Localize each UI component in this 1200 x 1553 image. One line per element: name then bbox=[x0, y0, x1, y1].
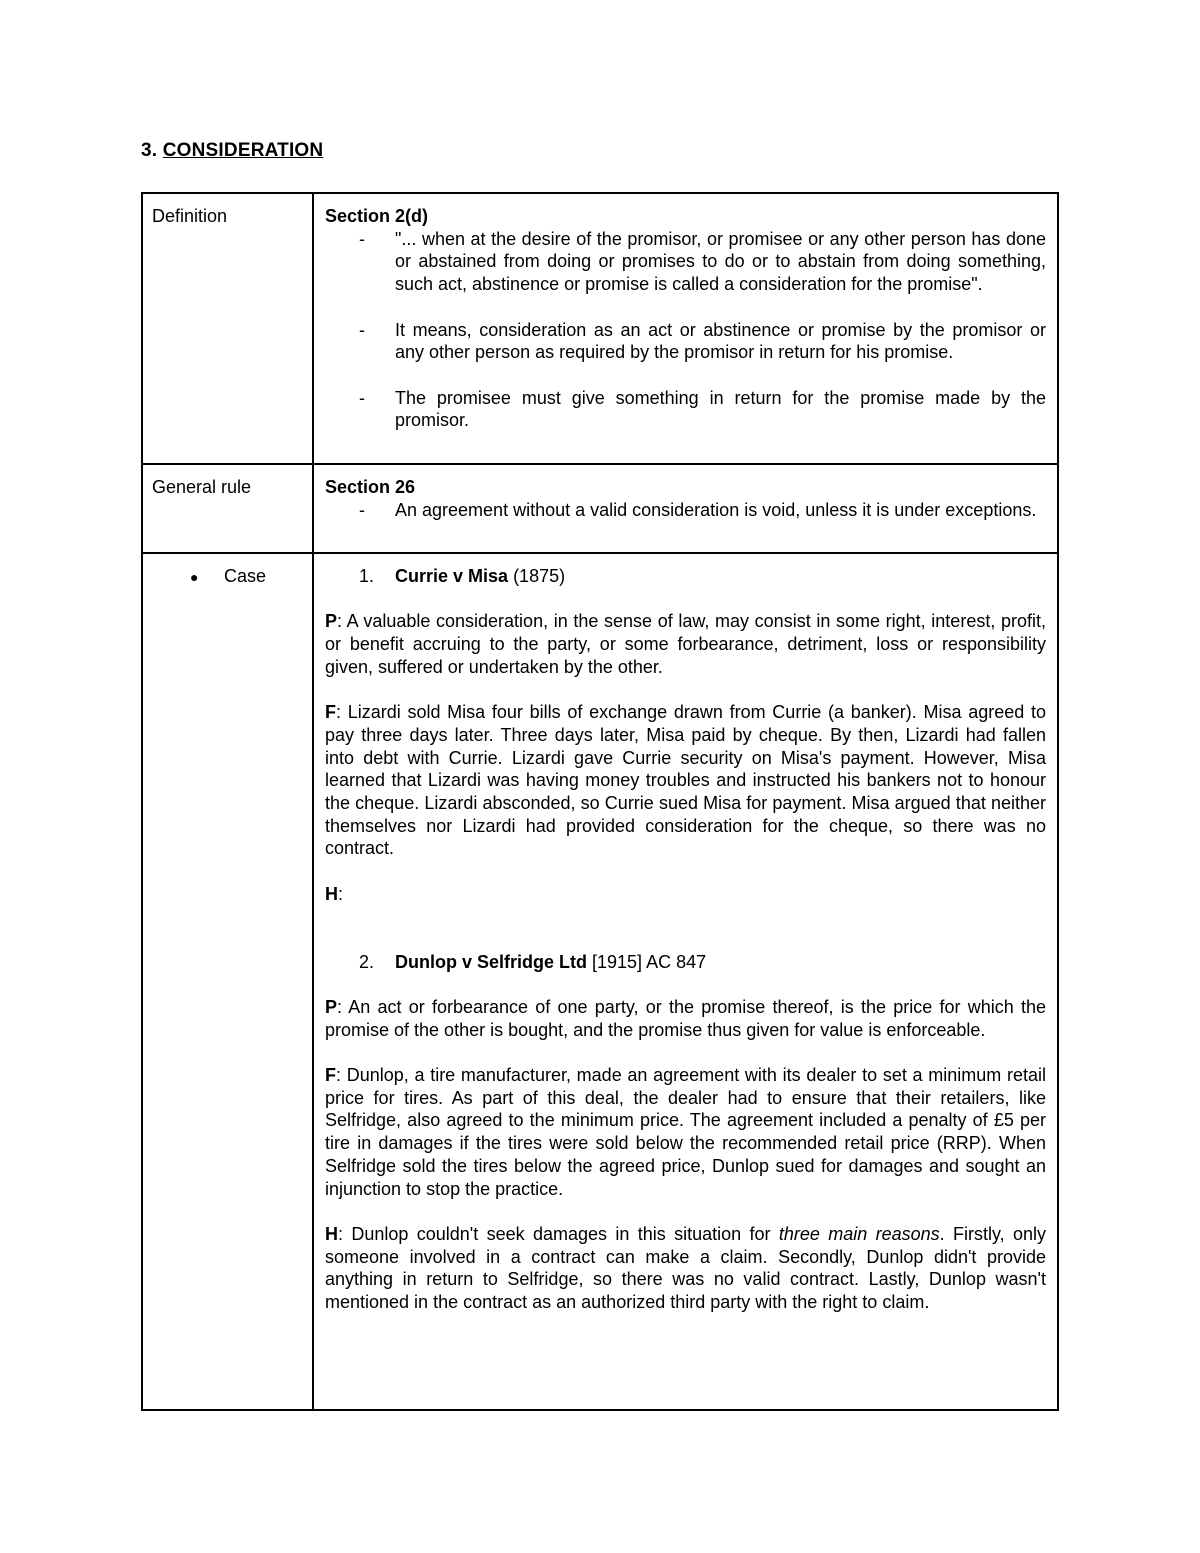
case-1-principle: P: A valuable consideration, in the sense of law, may consist in some right, interest, profit, or benefit accruing to the party, or some forbearance, detriment, loss or responsibility given, suffered or undertaken by the other. bbox=[325, 611, 1046, 677]
definition-points bbox=[325, 228, 1046, 432]
section-26-heading: Section 26 bbox=[325, 477, 416, 497]
case-1-number: 1. bbox=[359, 566, 375, 586]
case-2-title bbox=[325, 951, 1046, 974]
case-2-name: Dunlop v Selfridge Ltd bbox=[395, 951, 587, 972]
row-label-general-rule: General rule bbox=[142, 464, 313, 553]
section-title: CONSIDERATION bbox=[162, 140, 324, 161]
row-content-cases bbox=[313, 553, 1058, 1410]
definition-point-quote: - "... when at the desire of the promisor, or promisee or any other person has done or abstained from doing or promises to do or to abstain from doing something, such act, abstinence or promise is called a consideration for the promise". bbox=[325, 228, 1046, 296]
definition-point-meaning: - It means, consideration as an act or abstinence or promise by the promisor or any other person as required by the promisor in return for his promise. bbox=[325, 319, 1046, 364]
case-2-facts: F: Dunlop, a tire manufacturer, made an agreement with its dealer to set a minimum retail price for tires. As part of this deal, the dealer had to ensure that their retailers, like Selfridge, also agreed to the minimum price. The agreement included a penalty of £5 per tire in damages if the tires were sold below the recommended retail price (RRP). When Selfridge sold the tires below the agreed price, Dunlop sued for damages and sought an injunction to stop the practice. bbox=[325, 1064, 1046, 1199]
case-2-citation: [1915] AC 847 bbox=[592, 951, 707, 972]
case-label: Case bbox=[224, 566, 267, 586]
section-2d-heading: Section 2(d) bbox=[325, 206, 429, 226]
case-1-title bbox=[325, 565, 1046, 588]
table-row-cases bbox=[142, 553, 1058, 1410]
general-rule-points bbox=[325, 499, 1046, 522]
row-label-definition: Definition bbox=[142, 193, 313, 464]
case-1-facts: F: Lizardi sold Misa four bills of exchange drawn from Currie (a banker). Misa agreed to pay three days later. Three days later, Misa paid by cheque. By then, Lizardi had fallen into debt with Currie. Lizardi gave Currie security on Misa's payment. However, Misa learned that Lizardi was having money troubles and instructed his bankers not to honour the cheque. Lizardi absconded, so Currie sued Misa for payment. Misa argued that neither themselves nor Lizardi had provided consideration for the cheque, so there was no contract. bbox=[325, 702, 1046, 859]
consideration-table bbox=[141, 192, 1059, 1411]
section-heading bbox=[141, 140, 323, 162]
bullet-icon: ● bbox=[190, 569, 199, 585]
case-1-held: H: bbox=[325, 883, 344, 904]
table-row-definition bbox=[142, 193, 1058, 464]
table-row-general-rule bbox=[142, 464, 1058, 553]
section-number: 3. bbox=[141, 140, 158, 161]
case-2-principle: P: An act or forbearance of one party, or the promise thereof, is the price for which the promise of the other is bought, and the promise thus given for value is enforceable. bbox=[325, 996, 1046, 1040]
row-content-general-rule bbox=[313, 464, 1058, 553]
case-2-number: 2. bbox=[359, 951, 375, 972]
general-rule-point: - An agreement without a valid consideration is void, unless it is under exceptions. bbox=[325, 499, 1046, 522]
case-2-held: H: Dunlop couldn't seek damages in this situation for three main reasons. Firstly, only someone involved in a contract can make a claim. Secondly, Dunlop didn't provide anything in return to Selfridge, so there was no valid contract. Lastly, Dunlop wasn't mentioned in the contract as an authorized third party with the right to claim. bbox=[325, 1223, 1046, 1312]
case-1-name: Currie v Misa bbox=[395, 566, 509, 586]
row-label-cases bbox=[142, 553, 313, 1410]
row-content-definition bbox=[313, 193, 1058, 464]
case-1-citation: (1875) bbox=[513, 566, 566, 586]
definition-point-promisee: - The promisee must give something in return for the promise made by the promisor. bbox=[325, 387, 1046, 432]
